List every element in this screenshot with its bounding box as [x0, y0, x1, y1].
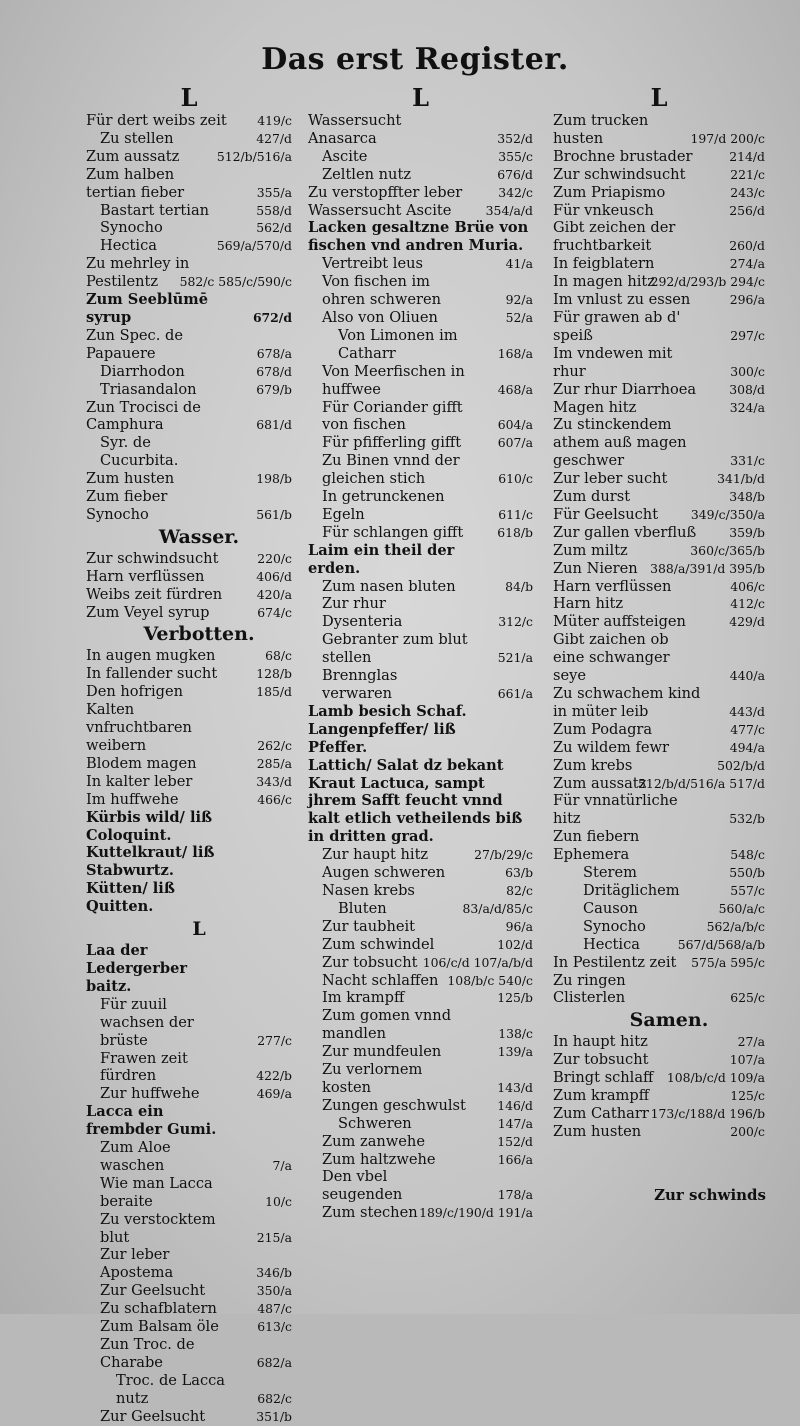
page-ref: 466/c	[257, 791, 292, 807]
entry-label: Harn verflüssen	[553, 577, 672, 595]
column-letter: L	[412, 83, 429, 112]
entry-label: Zum husten	[86, 470, 175, 488]
page-ref: 125/c	[730, 1088, 765, 1104]
entry-label: Zu verlornem kosten	[322, 1061, 423, 1096]
entry-label: In haupt hitz	[553, 1033, 648, 1051]
page-ref: 27/a	[737, 1034, 765, 1050]
page-ref: 548/c	[730, 847, 765, 863]
page-ref: 352/d	[497, 130, 533, 146]
entry-label: Zum zanwehe	[322, 1132, 425, 1150]
entry-label: Zur leber Apostema	[100, 1246, 174, 1282]
entry-label: Laim ein theil der erden.	[308, 541, 455, 577]
page-ref: 108/b/c/d 109/a	[666, 1070, 765, 1086]
entry-label: Den hofrigen	[86, 683, 183, 701]
page-ref: 292/d/293/b 294/c	[650, 274, 765, 290]
page-ref: 550/b	[729, 865, 765, 881]
entry-label: Für zuuil wachsen der brüste	[100, 995, 194, 1049]
entry-label: Zum gomen vnnd mandlen	[322, 1007, 452, 1043]
page-ref: 63/b	[505, 865, 533, 881]
page-ref: 166/a	[497, 1151, 533, 1167]
section-heading: Wasser.	[158, 525, 240, 548]
page-title: Das erst Register.	[261, 42, 569, 77]
section-heading: Verbotten.	[143, 623, 255, 646]
entry-label: Zu ringen Clisterlen	[553, 971, 626, 1007]
page-ref: 27/b/29/c	[474, 847, 533, 863]
entry-label: Zum husten	[553, 1122, 642, 1140]
entry-label: Zur rhur Dysenteria	[322, 595, 403, 631]
entry-label: Für vnkeusch	[553, 201, 654, 219]
page-ref: 354/a/d	[485, 202, 533, 218]
entry-label: Zum schwindel	[322, 935, 435, 953]
page-ref: 92/a	[505, 292, 533, 308]
page-ref: 678/a	[256, 345, 292, 361]
entry-label: Hectica	[100, 237, 157, 255]
catchword: Zur schwinds	[654, 1186, 766, 1204]
entry-label: Zum Aloe waschen	[100, 1139, 171, 1174]
entry-label: Zur huffwehe	[100, 1085, 200, 1103]
entry-label: Im huffwehe	[86, 790, 179, 808]
entry-label: Für Coriander gifft von fischen	[322, 398, 463, 434]
page-ref: 355/a	[256, 184, 292, 200]
entry-label: Zu schafblatern	[100, 1300, 217, 1318]
page-ref: 343/d	[256, 773, 292, 789]
section-letter: L	[192, 918, 206, 941]
entry-label: Für schlangen gifft	[322, 523, 464, 541]
page-ref: 331/c	[730, 453, 765, 469]
entry-label: Hectica	[583, 935, 640, 953]
entry-label: Müter auffsteigen	[553, 613, 686, 631]
page-ref: 469/a	[256, 1086, 292, 1102]
page-ref: 558/d	[256, 202, 292, 218]
page-ref: 107/a	[729, 1052, 765, 1068]
page-ref: 168/a	[497, 345, 533, 361]
page-ref: 604/a	[497, 417, 533, 433]
page-ref: 200/c	[730, 1123, 765, 1139]
page-ref: 143/d	[497, 1079, 533, 1095]
page-ref: 359/b	[729, 524, 765, 540]
page-ref: 260/d	[729, 238, 765, 254]
page-ref: 189/c/190/d 191/a	[419, 1205, 533, 1221]
page-ref: 679/b	[256, 381, 292, 397]
page-ref: 83/a/d/85/c	[462, 900, 533, 916]
entry-label: Zum halben tertian fieber	[86, 165, 185, 201]
page-ref: 346/b	[256, 1265, 292, 1281]
entry-label: Zum aussatz	[553, 774, 647, 792]
page-ref: 178/a	[497, 1187, 533, 1203]
entry-label: Causon	[583, 899, 638, 917]
page-ref: 146/d	[497, 1097, 533, 1113]
entry-label: In magen hitz	[553, 273, 655, 291]
page-ref: 197/d 200/c	[690, 130, 765, 146]
page-ref: 406/c	[730, 578, 765, 594]
page-ref: 185/d	[256, 684, 292, 700]
entry-label: Zur rhur Diarrhoea	[553, 380, 697, 398]
page-ref: 139/a	[497, 1044, 533, 1060]
entry-label: Zum haltzwehe	[322, 1150, 436, 1168]
entry-label: Zum stechen	[322, 1204, 418, 1222]
page-ref: 575/a 595/c	[691, 954, 765, 970]
page-ref: 68/c	[265, 648, 292, 664]
entry-label: Troc. de Lacca nutz	[116, 1371, 226, 1407]
entry-label: Also von Oliuen	[322, 308, 438, 326]
entry-label: Syr. de Cucurbita.	[100, 434, 179, 470]
page-ref: 521/a	[497, 650, 533, 666]
page-ref: 351/b	[256, 1408, 292, 1424]
entry-label: Zum nasen bluten	[322, 577, 456, 595]
entry-label: Zu wildem fewr	[553, 738, 669, 756]
page-ref: 569/a/570/d	[216, 238, 292, 254]
page-ref: 147/a	[497, 1115, 533, 1131]
page-ref: 429/d	[729, 614, 765, 630]
page-ref: 360/c/365/b	[690, 542, 765, 558]
entry-label: Zu schwachem kind in müter leib	[553, 685, 701, 720]
page-ref: 52/a	[505, 309, 533, 325]
page-ref: 84/b	[505, 578, 533, 594]
page-ref: 349/c/350/a	[690, 506, 765, 522]
entry-label: In augen mugken	[86, 647, 216, 665]
page-ref: 678/d	[256, 363, 292, 379]
entry-label: Frawen zeit fürdren	[100, 1049, 188, 1085]
page-ref: 682/c	[257, 1390, 292, 1406]
page-ref: 502/b/d	[717, 757, 765, 773]
entry-label: Von fischen im ohren schweren	[322, 273, 442, 309]
register-column-3	[553, 83, 765, 1141]
entry-label: Weibs zeit fürdren	[86, 585, 223, 603]
entry-label: Schweren	[338, 1114, 412, 1132]
entry-label: In Pestilentz zeit	[553, 953, 677, 971]
entry-label: Zur Geelsucht	[100, 1407, 206, 1425]
entry-label: In fallender sucht	[86, 665, 218, 683]
entry-label: Zum Veyel syrup	[86, 603, 210, 621]
entry-label: Diarrhodon	[100, 362, 185, 380]
entry-label: Kalten vnfruchtbaren weibern	[86, 701, 192, 754]
page-ref: 277/c	[257, 1032, 292, 1048]
entry-label: Brennglas verwaren	[322, 667, 398, 702]
entry-label: Zum aussatz	[86, 147, 180, 165]
page-ref: 661/a	[497, 686, 533, 701]
entry-label: Magen hitz	[553, 398, 637, 416]
page-ref: 607/a	[497, 435, 533, 451]
entry-label: Triasandalon	[100, 380, 197, 398]
page-ref: 494/a	[729, 739, 765, 755]
page-ref: 297/c	[730, 327, 765, 343]
page-ref: 674/c	[257, 604, 292, 620]
entry-label: Bringt schlaff	[553, 1069, 654, 1087]
entry-label: Zeltlen nutz	[322, 165, 412, 183]
entry-label: Laa der Ledergerber baitz.	[86, 942, 188, 995]
entry-label: Harn verflüssen	[86, 567, 205, 585]
entry-label: Augen schweren	[322, 864, 446, 882]
page-ref: 256/d	[729, 202, 765, 218]
entry-label: Zur mundfeulen	[322, 1043, 442, 1061]
entry-label: Synocho	[583, 917, 646, 935]
entry-label: Zungen geschwulst	[322, 1096, 466, 1114]
page-ref: 625/c	[730, 990, 765, 1006]
page-ref: 221/c	[730, 166, 765, 182]
page-ref: 96/a	[505, 918, 533, 934]
page-ref: 106/c/d 107/a/b/d	[422, 954, 533, 970]
page-ref: 82/c	[506, 882, 533, 898]
entry-label: Kütten/ liß Quitten.	[86, 880, 175, 916]
page-ref: 443/d	[729, 703, 765, 719]
page-ref: 7/a	[272, 1157, 292, 1173]
entry-label: Für pfifferling gifft	[322, 434, 462, 452]
page-ref: 561/b	[256, 506, 292, 522]
entry-label: Zur taubheit	[322, 917, 416, 935]
entry-label: Zum Seeblūmē syrup	[86, 291, 208, 326]
page-ref: 420/a	[256, 586, 292, 602]
page-ref: 388/a/391/d 395/b	[650, 560, 765, 576]
entry-label: Zur haupt hitz	[322, 846, 429, 864]
entry-label: In kalter leber	[86, 772, 193, 790]
entry-label: Zum Priapismo	[553, 183, 666, 201]
page-ref: 477/c	[730, 721, 765, 737]
section-heading: Samen.	[629, 1009, 709, 1032]
entry-label: Zum krampff	[553, 1087, 650, 1105]
page-ref: 355/c	[498, 148, 533, 164]
entry-label: Zun Nieren	[553, 559, 638, 577]
page-ref: 262/c	[257, 738, 292, 753]
entry-label: Zun Trocisci de Camphura	[86, 398, 201, 434]
entry-label: Für Geelsucht	[553, 505, 659, 523]
page-ref: 102/d	[497, 936, 533, 952]
page-ref: 412/c	[730, 596, 765, 612]
entry-label: Ascite	[322, 147, 368, 165]
entry-label: Zu verstocktem blut	[100, 1210, 216, 1246]
page-ref: 125/b	[497, 990, 533, 1006]
entry-label: Zur Geelsucht	[100, 1282, 206, 1300]
entry-label: Bastart tertian	[100, 201, 210, 219]
page-ref: 582/c 585/c/590/c	[179, 274, 292, 290]
entry-label: Brochne brustader	[553, 147, 693, 165]
page-ref: 562/a/b/c	[706, 918, 765, 934]
entry-label: Wie man Lacca beraite	[100, 1174, 213, 1210]
entry-label: Zur leber sucht	[553, 470, 668, 488]
entry-label: Zum krebs	[553, 756, 633, 774]
page-ref: 215/a	[256, 1229, 292, 1245]
entry-label: Zun Spec. de Papauere	[86, 326, 183, 362]
entry-label: Von Limonen im Catharr	[338, 326, 458, 362]
page-ref: 324/a	[729, 399, 765, 415]
entry-label: Wassersucht Anasarca	[308, 112, 402, 147]
page-ref: 613/c	[257, 1319, 292, 1335]
entry-label: Im vndewen mit rhur	[553, 344, 673, 380]
entry-label: Lamb besich Schaf.	[308, 702, 467, 720]
entry-label: Zur schwindsucht	[86, 549, 219, 567]
page-ref: 214/d	[729, 148, 765, 164]
page-ref: 108/b/c 540/c	[447, 972, 533, 988]
entry-label: Zu verstopffter leber	[308, 183, 463, 201]
page-ref: 557/c	[730, 882, 765, 898]
entry-label: Gibt zaichen ob eine schwanger seye	[553, 631, 670, 685]
entry-label: Zum durst	[553, 488, 631, 506]
page-ref: 406/d	[256, 568, 292, 584]
page-ref: 611/c	[498, 506, 533, 522]
entry-label: Im krampff	[322, 989, 405, 1007]
entry-label: Den vbel seugenden	[322, 1168, 403, 1204]
entry-label: Sterem	[583, 864, 637, 882]
page-ref: 682/a	[256, 1354, 292, 1370]
entry-label: Kürbis wild/ liß Coloquint.	[86, 808, 213, 844]
entry-label: Zu Binen vnnd der gleichen stich	[322, 452, 460, 488]
page-ref: 308/d	[729, 381, 765, 397]
entry-label: Im vnlust zu essen	[553, 291, 691, 309]
page-ref: 427/d	[256, 130, 292, 146]
page-ref: 512/b/d/516/a 517/d	[638, 775, 765, 791]
page-ref: 618/b	[497, 524, 533, 540]
entry-label: Harn hitz	[553, 595, 624, 613]
entry-label: Zu stellen	[100, 129, 174, 147]
entry-label: Nasen krebs	[322, 881, 415, 899]
entry-label: Zum fieber Synocho	[86, 488, 168, 523]
page-ref: 681/d	[256, 417, 292, 433]
entry-label: Zun fiebern Ephemera	[553, 828, 640, 864]
entry-label: Zu mehrley in Pestilentz	[86, 255, 190, 291]
page-ref: 138/c	[498, 1026, 533, 1042]
page-ref: 274/a	[729, 256, 765, 272]
page-ref: 676/d	[497, 166, 533, 182]
page-ref: 341/b/d	[717, 471, 765, 487]
entry-label: Zum Podagra	[553, 720, 653, 738]
page-ref: 312/c	[498, 614, 533, 630]
entry-label: Lattich/ Salat dz bekant Kraut Lactuca, sampt jhrem Safft feucht vnnd kalt etlich vetheilends biß in dritten grad.	[308, 756, 523, 846]
entry-label: Zum Catharr	[553, 1104, 649, 1122]
entry-label: Zu stinckendem athem auß magen geschwer	[553, 416, 687, 470]
page-ref: 220/c	[257, 550, 292, 566]
page-ref: 348/b	[729, 489, 765, 505]
page-ref: 567/d/568/a/b	[677, 936, 765, 952]
entry-label: Kuttelkraut/ liß Stabwurtz.	[86, 844, 215, 880]
page-ref: 512/b/516/a	[216, 148, 292, 164]
page-ref: 152/d	[497, 1133, 533, 1149]
entry-label: Lacca ein frembder Gumi.	[86, 1103, 217, 1139]
entry-label: Lacken gesaltzne Brüe von fischen vnd andren Muria.	[308, 219, 529, 255]
page-ref: 296/a	[729, 292, 765, 308]
entry-label: Bluten	[338, 899, 387, 917]
page-ref: 562/d	[256, 220, 292, 236]
page-ref: 468/a	[497, 381, 533, 397]
entry-label: Für grawen ab d' speiß	[553, 308, 681, 344]
entry-label: Gibt zeichen der fruchtbarkeit	[553, 219, 676, 255]
page-ref: 422/b	[256, 1068, 292, 1084]
entry-label: In getrunckenen Egeln	[322, 488, 445, 523]
page-ref: 173/c/188/d 196/b	[650, 1105, 765, 1121]
entry-label: Zum miltz	[553, 541, 628, 559]
page-ref: 672/d	[252, 309, 292, 325]
entry-label: Zun Troc. de Charabe	[100, 1336, 195, 1371]
page-ref: 41/a	[505, 256, 533, 272]
entry-label: Zum trucken husten	[553, 112, 649, 147]
page-ref: 128/b	[256, 666, 292, 682]
entry-label: Zur gallen vberfluß	[553, 523, 697, 541]
entry-label: Zur tobsucht	[322, 953, 418, 971]
entry-label: Wassersucht Ascite	[308, 201, 452, 219]
entry-label: Vertreibt leus	[322, 255, 423, 273]
page-ref: 440/a	[729, 668, 765, 684]
entry-label: Synocho	[100, 219, 163, 237]
entry-label: Zum Balsam öle	[100, 1318, 219, 1336]
page-ref: 10/c	[265, 1193, 292, 1209]
page-ref: 419/c	[257, 113, 292, 128]
entry-label: Nacht schlaffen	[322, 971, 439, 989]
entry-label: Blodem magen	[86, 754, 197, 772]
page-ref: 285/a	[256, 755, 292, 771]
page-ref: 487/c	[257, 1301, 292, 1317]
page-ref: 243/c	[730, 184, 765, 200]
page-ref: 300/c	[730, 363, 765, 379]
entry-label: Zur schwindsucht	[553, 165, 686, 183]
page-ref: 532/b	[729, 811, 765, 827]
entry-label: Von Meerfischen in huffwee	[322, 362, 465, 398]
register-column-1	[86, 83, 292, 1426]
page-ref: 350/a	[256, 1283, 292, 1299]
entry-label: Dritäglichem	[583, 881, 680, 899]
entry-label: Gebranter zum blut stellen	[322, 631, 468, 667]
page-ref: 342/c	[498, 184, 533, 200]
page-ref: 198/b	[256, 471, 292, 487]
column-letter: L	[180, 83, 198, 112]
register-column-2	[308, 83, 533, 1222]
entry-label: Für dert weibs zeit	[86, 112, 227, 129]
entry-label: Für vnnatürliche hitz	[553, 792, 678, 828]
entry-label: In feigblatern	[553, 255, 655, 273]
column-letter: L	[650, 83, 668, 112]
page-ref: 560/a/c	[718, 900, 765, 916]
page-ref: 610/c	[498, 471, 533, 487]
entry-label: Langenpfeffer/ liß Pfeffer.	[308, 720, 456, 756]
entry-label: Zur tobsucht	[553, 1051, 649, 1069]
